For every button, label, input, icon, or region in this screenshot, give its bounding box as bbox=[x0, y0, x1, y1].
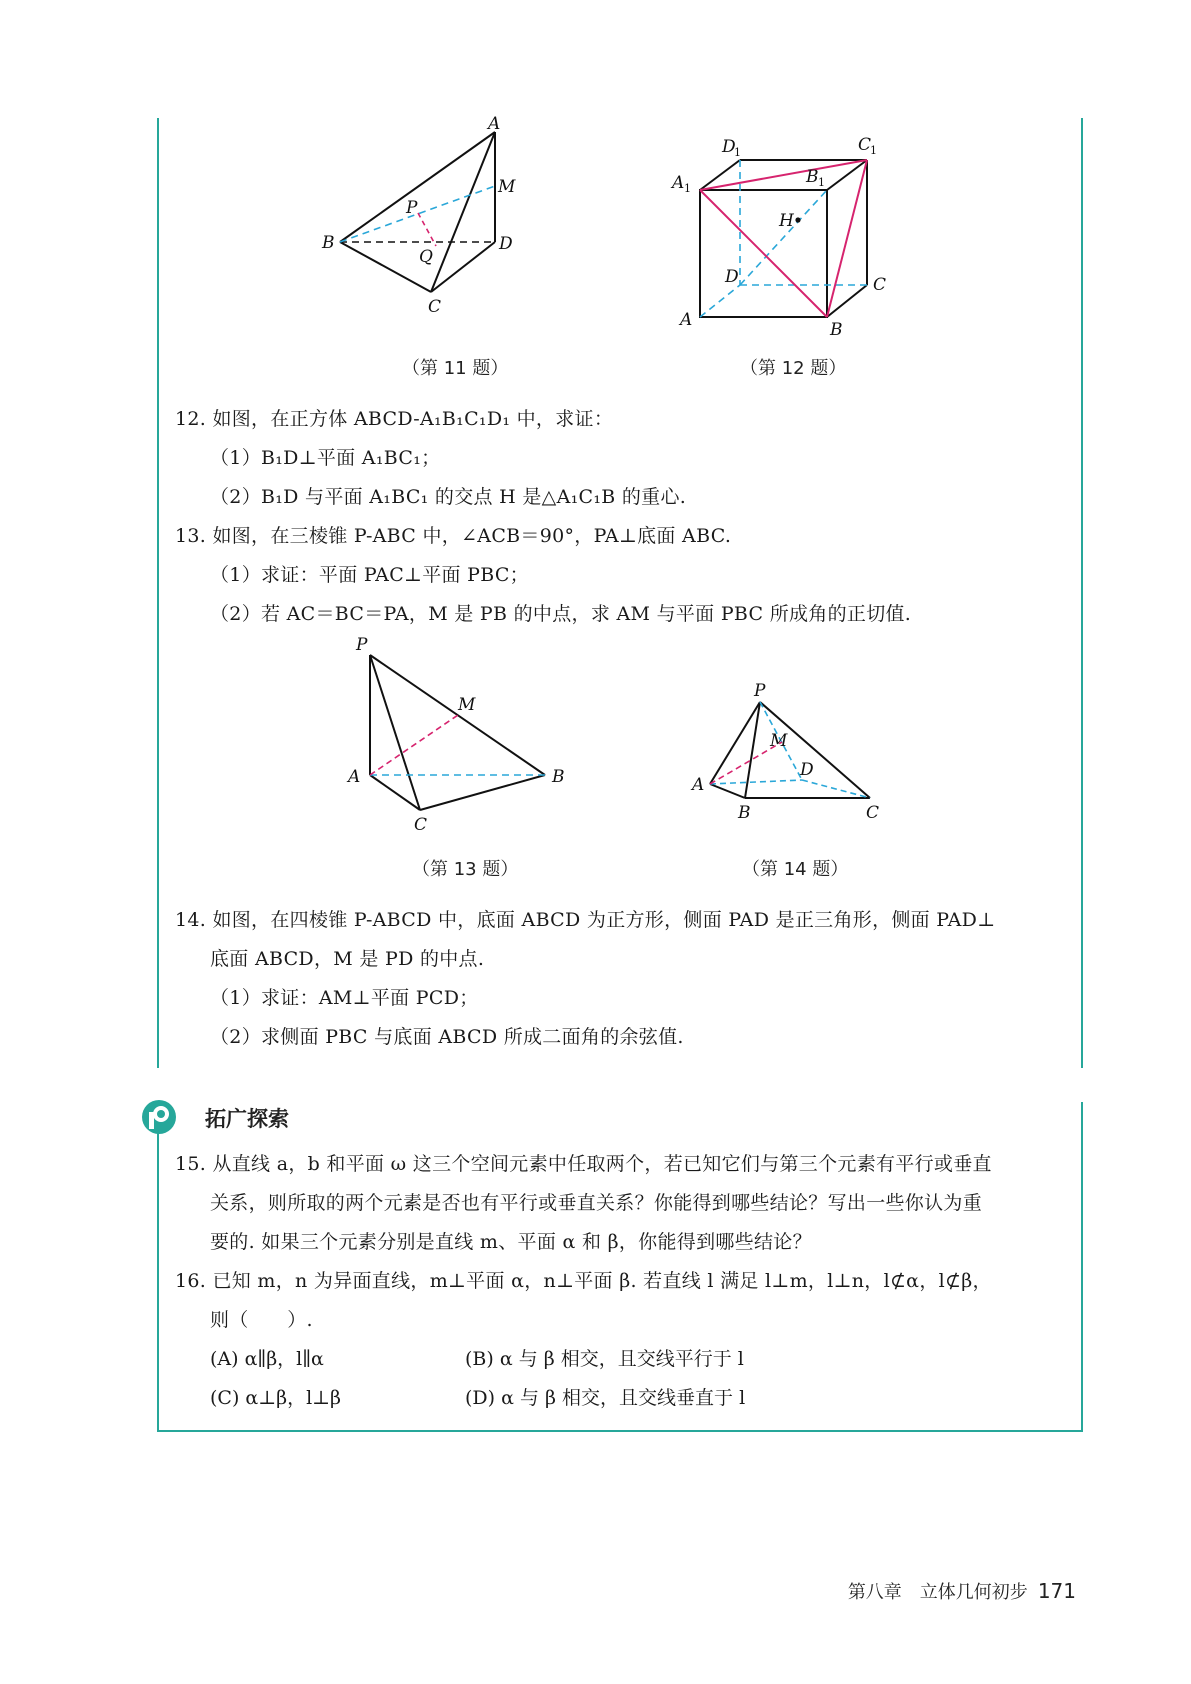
chapter-title: 第八章 立体几何初步 bbox=[847, 1582, 1028, 1603]
fig14-label-P: P bbox=[754, 681, 766, 701]
problem-16-stem: 16. 已知 m，n 为异面直线，m⊥平面 α，n⊥平面 β. 若直线 l 满足 l⊥m，l⊥n，l⊄α，l⊄β， bbox=[175, 1270, 992, 1292]
section-title: 拓广探索 bbox=[205, 1107, 289, 1131]
problem-15-line-2: 关系，则所取的两个元素是否也有平行或垂直关系？你能得到哪些结论？写出一些你认为重 bbox=[210, 1192, 983, 1214]
fig11-label-M: M bbox=[498, 177, 516, 197]
fig11-label-Q: Q bbox=[419, 247, 433, 267]
problem-12-stem: 12. 如图，在正方体 ABCD-A₁B₁C₁D₁ 中，求证： bbox=[175, 408, 614, 430]
fig14-label-D: D bbox=[800, 760, 814, 780]
fig12-label-H: H bbox=[779, 211, 794, 231]
fig12-point-H bbox=[795, 217, 800, 222]
figure-11 bbox=[322, 114, 550, 324]
fig12-label-D1: D bbox=[722, 137, 736, 157]
fig14-label-B: B bbox=[738, 803, 751, 823]
option-C: (C) α⊥β，l⊥β bbox=[210, 1387, 342, 1409]
fig12-label-C: C bbox=[873, 275, 887, 295]
problem-14-part-2: （2）求侧面 PBC 与底面 ABCD 所成二面角的余弦值. bbox=[210, 1026, 684, 1048]
problem-13-part-1: （1）求证：平面 PAC⊥平面 PBC； bbox=[210, 564, 529, 586]
fig13-caption: （第 13 题） bbox=[412, 859, 519, 880]
problem-12-part-2: （2）B₁D 与平面 A₁BC₁ 的交点 H 是△A₁C₁B 的重心. bbox=[210, 486, 687, 508]
problem-12-part-1: （1）B₁D⊥平面 A₁BC₁； bbox=[210, 447, 441, 469]
fig11-caption: （第 11 题） bbox=[402, 358, 509, 379]
problem-14-part-1: （1）求证：AM⊥平面 PCD； bbox=[210, 987, 479, 1009]
fig12-label-B1: B bbox=[806, 167, 819, 187]
fig12-caption: （第 12 题） bbox=[740, 358, 847, 379]
fig11-label-A: A bbox=[488, 114, 501, 134]
fig12-sub-D1: 1 bbox=[734, 146, 741, 159]
fig12-sub-B1: 1 bbox=[818, 176, 825, 189]
fig13-label-B: B bbox=[552, 767, 565, 787]
problem-14-stem-cont: 底面 ABCD，M 是 PD 的中点. bbox=[210, 948, 485, 970]
page-footer bbox=[848, 1578, 1076, 1604]
fig11-label-D: D bbox=[499, 234, 513, 254]
fig14-label-A: A bbox=[692, 775, 705, 795]
fig12-sub-A1: 1 bbox=[684, 182, 691, 195]
problem-15-line-3: 要的. 如果三个元素分别是直线 m、平面 α 和 β，你能得到哪些结论？ bbox=[210, 1231, 812, 1253]
page-number: 171 bbox=[1037, 1579, 1076, 1603]
fig11-label-B: B bbox=[322, 233, 335, 253]
fig13-label-M: M bbox=[458, 695, 476, 715]
option-D: (D) α 与 β 相交，且交线垂直于 l bbox=[465, 1387, 746, 1409]
figure-12 bbox=[670, 130, 890, 344]
fig12-sub-C1: 1 bbox=[870, 144, 877, 157]
fig13-label-A: A bbox=[348, 767, 361, 787]
fig12-label-D: D bbox=[725, 267, 739, 287]
fig14-caption: （第 14 题） bbox=[742, 859, 849, 880]
fig12-label-A1: A bbox=[672, 173, 685, 193]
figure-14 bbox=[690, 680, 890, 844]
figure-13 bbox=[340, 635, 580, 844]
option-A: (A) α∥β，l∥α bbox=[210, 1348, 324, 1370]
fig12-label-B: B bbox=[830, 320, 843, 340]
problem-16-stem-cont: 则（ ）. bbox=[210, 1309, 313, 1331]
fig11-label-C: C bbox=[428, 297, 442, 317]
problem-14-stem: 14. 如图，在四棱锥 P-ABCD 中，底面 ABCD 为正方形，侧面 PAD 是正三角形，侧面 PAD⊥ bbox=[175, 909, 996, 931]
section-logo-icon bbox=[140, 1098, 178, 1140]
fig14-label-C: C bbox=[866, 803, 880, 823]
option-B: (B) α 与 β 相交，且交线平行于 l bbox=[465, 1348, 744, 1370]
fig12-label-C1: C bbox=[858, 135, 872, 155]
fig13-label-P: P bbox=[356, 635, 368, 655]
problem-13-stem: 13. 如图，在三棱锥 P-ABC 中，∠ACB＝90°，PA⊥底面 ABC. bbox=[175, 525, 732, 547]
problem-15-line-1: 15. 从直线 a，b 和平面 ω 这三个空间元素中任取两个，若已知它们与第三个元素有平行或垂直 bbox=[175, 1153, 992, 1175]
problem-13-part-2: （2）若 AC＝BC＝PA，M 是 PB 的中点，求 AM 与平面 PBC 所成角的正切值. bbox=[210, 603, 912, 625]
fig13-label-C: C bbox=[414, 815, 428, 835]
fig11-label-P: P bbox=[406, 198, 418, 218]
fig14-label-M: M bbox=[770, 731, 788, 751]
fig12-label-A: A bbox=[680, 310, 693, 330]
